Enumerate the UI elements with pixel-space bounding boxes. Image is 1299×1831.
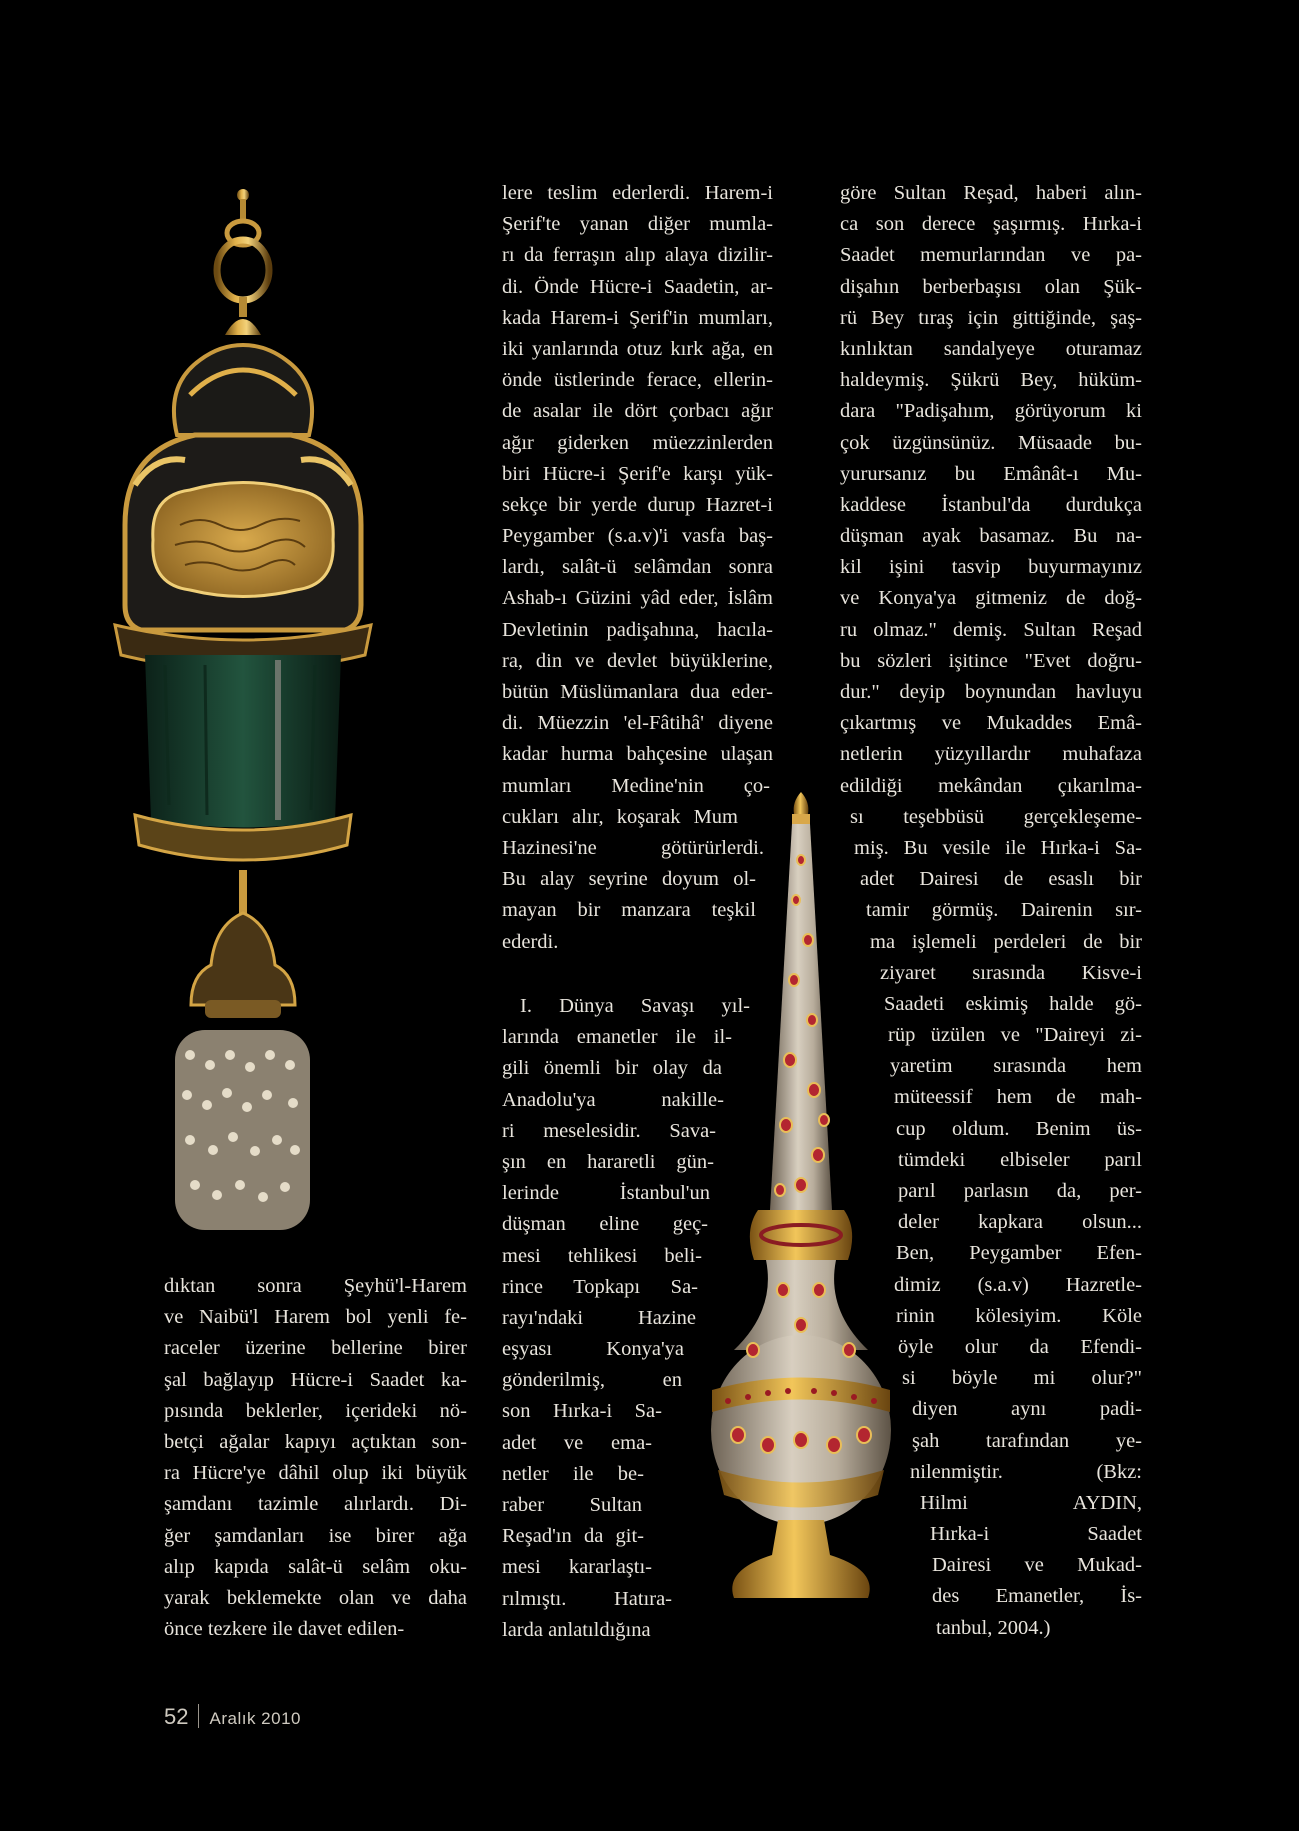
text-line: bütün Müslümanlara dua eder-	[502, 681, 773, 703]
text-line: kadar hurma bahçesine ulaşan	[502, 743, 773, 766]
text-line: rayı'ndaki Hazine	[502, 1306, 696, 1329]
text-line: mumları Medine'nin ço-	[502, 774, 770, 797]
text-line: dur." deyip boynundan havluyu	[840, 681, 1142, 703]
text-line: mesi kararlaştı-	[502, 1556, 652, 1579]
text-line: tümdeki elbiseler parıl	[898, 1148, 1142, 1171]
text-line: müteessif hem de mah-	[894, 1086, 1142, 1109]
text-line: Hazinesi'ne götürürlerdi.	[502, 836, 764, 859]
text-line: çıkartmış ve Mukaddes Emâ-	[840, 712, 1142, 735]
text-line: tanbul, 2004.)	[936, 1616, 1051, 1639]
text-line: de asalar ile dört çorbacı ağır	[502, 400, 773, 423]
text-column-right	[840, 178, 1142, 1644]
text-line: deler kapkara olsun...	[898, 1211, 1142, 1234]
text-line: sekçe bir yerde durup Hazret-i	[502, 493, 773, 516]
text-line: larında emanetler ile il-	[502, 1026, 732, 1049]
text-line: kaddese İstanbul'da durdukça	[840, 493, 1142, 516]
text-line: dimiz (s.a.v) Hazretle-	[894, 1273, 1142, 1296]
text-line: ri meselesidir. Sava-	[502, 1119, 716, 1142]
text-line: Reşad'ın da git-	[502, 1525, 644, 1548]
text-line: Ashab-ı Güzini yâd eder, İslâm	[502, 587, 773, 610]
text-line: cup oldum. Benim üs-	[896, 1117, 1142, 1140]
text-line: son Hırka-i Sa-	[502, 1400, 662, 1423]
text-line: raceler üzerine bellerine birer	[164, 1337, 467, 1360]
text-line: kınlıktan sandalyeye oturamaz	[840, 337, 1142, 360]
text-column-left	[164, 1271, 467, 1645]
text-line: mayan bir manzara teşkil	[502, 899, 756, 922]
text-line: alıp kapıda salât-ü selâm oku-	[164, 1555, 467, 1578]
text-line: pısında beklerler, içerideki nö-	[164, 1399, 467, 1422]
text-line: ğer şamdanları ise birer ağa	[164, 1524, 467, 1547]
text-line: lere teslim ederlerdi. Harem-i	[502, 182, 773, 204]
text-line: des Emanetler, İs-	[932, 1585, 1142, 1608]
text-line: önce tezkere ile davet edilen-	[164, 1618, 405, 1641]
text-line: rinin kölesiyim. Köle	[896, 1304, 1142, 1327]
text-line: ca son derece şaşırmış. Hırka-i	[840, 213, 1142, 236]
text-line: Hırka-i Saadet	[930, 1523, 1142, 1546]
text-line: kil işini tasvip buyurmayınız	[840, 556, 1142, 579]
footer-divider	[198, 1704, 199, 1728]
text-line: Dairesi ve Mukad-	[932, 1554, 1142, 1577]
text-line: di. Müezzin 'el-Fâtihâ' diyene	[502, 712, 773, 735]
text-line: dara "Padişahım, görüyorum ki	[840, 400, 1142, 423]
text-line: biri Hücre-i Şerif'e karşı yük-	[502, 462, 773, 485]
text-line: Anadolu'ya nakille-	[502, 1088, 724, 1111]
text-line: şın en hararetli gün-	[502, 1150, 714, 1173]
text-line: düşman ayak basamaz. Bu na-	[840, 525, 1142, 548]
text-line: ma işlemeli perdeleri de bir	[870, 930, 1142, 953]
page-footer	[164, 1704, 301, 1730]
text-line: miş. Bu vesile ile Hırka-i Sa-	[854, 836, 1142, 859]
text-line: Ben, Peygamber Efen-	[896, 1242, 1142, 1265]
text-line: tamir görmüş. Dairenin sır-	[866, 899, 1142, 922]
text-line: çok üzgünsünüz. Müsaade bu-	[840, 431, 1142, 454]
text-line: nilenmiştir. (Bkz:	[910, 1460, 1142, 1483]
text-line: Saadeti eskimiş halde gö-	[884, 992, 1142, 1015]
text-line: şamdanı tazimle alırlardı. Di-	[164, 1493, 467, 1516]
text-line: şal bağlayıp Hücre-i Saadet ka-	[164, 1368, 467, 1391]
text-line: adet ve ema-	[502, 1431, 652, 1454]
text-line: larda anlatıldığına	[502, 1618, 651, 1641]
text-column-middle	[502, 178, 773, 958]
text-line: ziyaret sırasında Kisve-i	[880, 961, 1142, 984]
text-line: dişahın berberbaşısı olan Şük-	[840, 275, 1142, 298]
text-line: ve Konya'ya gitmeniz de doğ-	[840, 587, 1142, 610]
text-line: kada Harem-i Şerif'in mumları,	[502, 306, 773, 329]
text-line: parıl parlasın da, per-	[898, 1180, 1142, 1202]
text-line: ru olmaz." demiş. Sultan Reşad	[840, 618, 1142, 641]
text-line: rı da ferraşın alıp alaya dizilir-	[502, 244, 773, 267]
text-line: göre Sultan Reşad, haberi alın-	[840, 182, 1142, 204]
text-line: haldeymiş. Şükrü Bey, hüküm-	[840, 369, 1142, 392]
issue-date: Aralık 2010	[209, 1709, 301, 1728]
text-line: lardı, salât-ü selâmdan sonra	[502, 556, 773, 579]
text-line: gönderilmiş, en	[502, 1369, 682, 1392]
text-column-middle-lower	[502, 991, 750, 1646]
text-line: rü Bey tıraş için gittiğinde, şaş-	[840, 306, 1142, 329]
text-line: ve Naibü'l Harem bol yenli fe-	[164, 1306, 467, 1329]
text-line: ra Hücre'ye dâhil olup iki büyük	[164, 1462, 467, 1485]
text-line: ra, din ve devlet büyüklerine,	[502, 649, 773, 672]
text-line: Saadet memurlarından ve pa-	[840, 244, 1142, 267]
text-line: raber Sultan	[502, 1494, 642, 1516]
text-line: mesi tehlikesi beli-	[502, 1244, 702, 1267]
text-line: edildiği mekândan çıkarılma-	[840, 774, 1142, 797]
text-line: iki yanlarında otuz kırk ağa, en	[502, 337, 773, 360]
text-line: betçi ağalar kapıyı açtıktan son-	[164, 1430, 467, 1453]
text-line: gili önemli bir olay da	[502, 1057, 722, 1080]
text-line: Hilmi AYDIN,	[920, 1491, 1142, 1514]
text-line: diyen aynı padi-	[912, 1398, 1142, 1421]
text-line: netler ile be-	[502, 1462, 644, 1485]
text-line: dıktan sonra Şeyhü'l-Harem	[164, 1275, 467, 1297]
text-line: yarak beklemekte olan ve daha	[164, 1586, 467, 1609]
text-line: öyle olur da Efendi-	[898, 1335, 1142, 1358]
text-line: yurursanız bu Emânât-ı Mu-	[840, 462, 1142, 485]
text-line: önde üstlerinde ferace, ellerin-	[502, 369, 773, 392]
text-line: netlerin yüzyıllardır muhafaza	[840, 743, 1142, 766]
text-line: Peygamber (s.a.v)'i vasfa baş-	[502, 525, 773, 548]
text-line: di. Önde Hücre-i Saadetin, ar-	[502, 275, 773, 298]
text-line: si böyle mi olur?"	[902, 1367, 1142, 1390]
text-line: bu sözleri işitince "Evet doğru-	[840, 649, 1142, 672]
text-line: düşman eline geç-	[502, 1213, 708, 1236]
emerald-pendant-image	[95, 185, 395, 1235]
text-line: lerinde İstanbul'un	[502, 1182, 710, 1205]
text-line: ederdi.	[502, 930, 559, 953]
text-line: rüp üzülen ve "Daireyi zi-	[888, 1024, 1142, 1047]
text-line: şah tarafından ye-	[912, 1429, 1142, 1452]
text-line: rılmıştı. Hatıra-	[502, 1587, 672, 1610]
text-line: rince Topkapı Sa-	[502, 1275, 698, 1298]
text-line: yaretim sırasında hem	[890, 1055, 1142, 1078]
text-line: Devletinin padişahına, hacıla-	[502, 618, 773, 641]
text-line: ağır giderken müezzinlerden	[502, 431, 773, 454]
text-line: Şerif'te yanan diğer mumla-	[502, 213, 773, 236]
text-line: adet Dairesi de esaslı bir	[860, 868, 1142, 891]
text-line: Bu alay seyrine doyum ol-	[502, 868, 756, 891]
text-line: I. Dünya Savaşı yıl-	[520, 995, 750, 1017]
text-line: eşyası Konya'ya	[502, 1338, 684, 1361]
page-number: 52	[164, 1704, 189, 1729]
text-line: cukları alır, koşarak Mum	[502, 805, 738, 828]
text-line: sı teşebbüsü gerçekleşeme-	[850, 805, 1142, 828]
